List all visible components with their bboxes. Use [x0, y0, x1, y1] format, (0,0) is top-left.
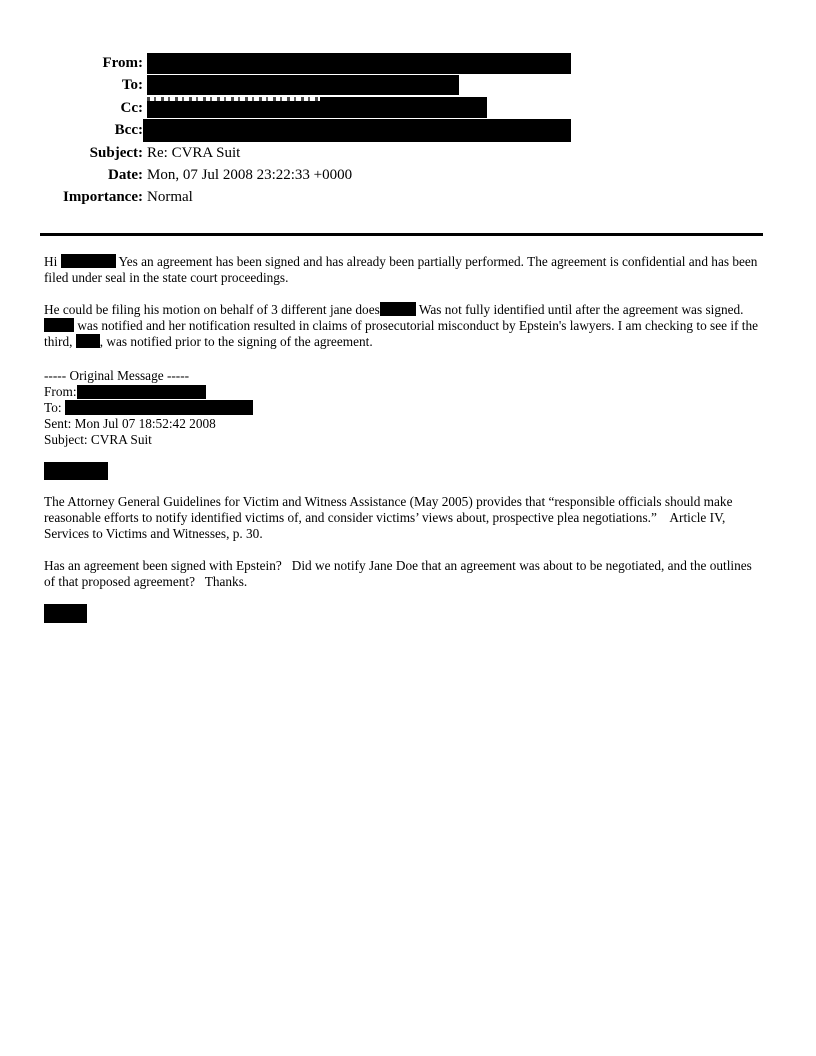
header-row-from [40, 52, 816, 74]
redaction-doe-name-1 [380, 302, 416, 316]
paragraph-questions: Has an agreement been signed with Epstein? Did we notify Jane Doe that an agreement was about to be negotiated, and the outlines of that proposed agreement? Thanks. [44, 557, 752, 589]
header-row-importance [40, 186, 816, 208]
redaction-to-value [147, 75, 459, 95]
redaction-recipient-name [61, 254, 116, 268]
text-segment: was notified and her notification resulted in claims of prosecutorial misconduct by Epstein's lawyers. I am checking to see if the third, [44, 317, 759, 349]
original-message-sent-line: Sent: Mon Jul 07 18:52:42 2008 [44, 415, 216, 431]
redaction-om-to [65, 400, 253, 415]
om-from-label: From: [44, 383, 77, 399]
date-label: Date: [108, 166, 143, 183]
paragraph-jane-does [44, 302, 762, 350]
redaction-om-from [77, 385, 206, 399]
original-message-subject-line: Subject: CVRA Suit [44, 431, 152, 447]
redaction-from-value [147, 53, 571, 74]
header-row-cc [40, 97, 816, 119]
redaction-doe-name-2 [44, 318, 74, 332]
redaction-doe-name-3 [76, 334, 100, 348]
text-segment: Hi [44, 253, 61, 269]
text-segment: , was notified prior to the signing of the agreement. [99, 333, 373, 349]
cc-partial-text-sliver [147, 97, 320, 101]
cc-label: Cc: [120, 99, 143, 116]
header-row-bcc [40, 119, 816, 141]
importance-value: Normal [147, 189, 193, 206]
original-message-block [44, 368, 762, 448]
subject-value: Re: CVRA Suit [147, 144, 241, 161]
text-segment: He could be filing his motion on behalf of 3 different jane does [44, 301, 380, 317]
redaction-bcc-value [143, 119, 571, 142]
subject-label: Subject: [89, 144, 143, 161]
from-label: From: [102, 55, 143, 71]
header-row-to [40, 74, 816, 96]
date-value: Mon, 07 Jul 2008 23:22:33 +0000 [147, 166, 353, 183]
redaction-cc-value-2 [320, 97, 487, 118]
redaction-signature [44, 604, 87, 623]
importance-label: Importance: [63, 189, 143, 206]
to-label: To: [121, 77, 143, 94]
redaction-cc-value-1 [147, 101, 320, 118]
original-message-separator: ----- Original Message ----- [44, 367, 190, 383]
paragraph-ag-guidelines: The Attorney General Guidelines for Victim and Witness Assistance (May 2005) provides that “responsible officials should make reasonable efforts to notify identified victims of, and consider victims’ views about, prospective plea negotiations.” Article IV, Services to Victims and Witnesses, p. 30. [44, 493, 733, 541]
original-message-from-line [44, 384, 762, 400]
text-segment: Was not fully identified until after the agreement was signed. [415, 301, 744, 317]
paragraph-agreement-signed [44, 254, 762, 286]
redaction-greeting [44, 462, 108, 480]
original-message-to-line [44, 400, 762, 416]
header-row-subject [40, 142, 816, 164]
text-segment: Yes an agreement has been signed and has already been partially performed. The agreement is confidential and has been filed under seal in the state court proceedings. [44, 253, 758, 285]
email-body [44, 254, 762, 623]
email-header [40, 52, 816, 209]
header-row-date [40, 164, 816, 186]
header-divider [40, 233, 763, 236]
om-to-label: To: [44, 399, 65, 415]
bcc-label: Bcc: [114, 122, 143, 139]
